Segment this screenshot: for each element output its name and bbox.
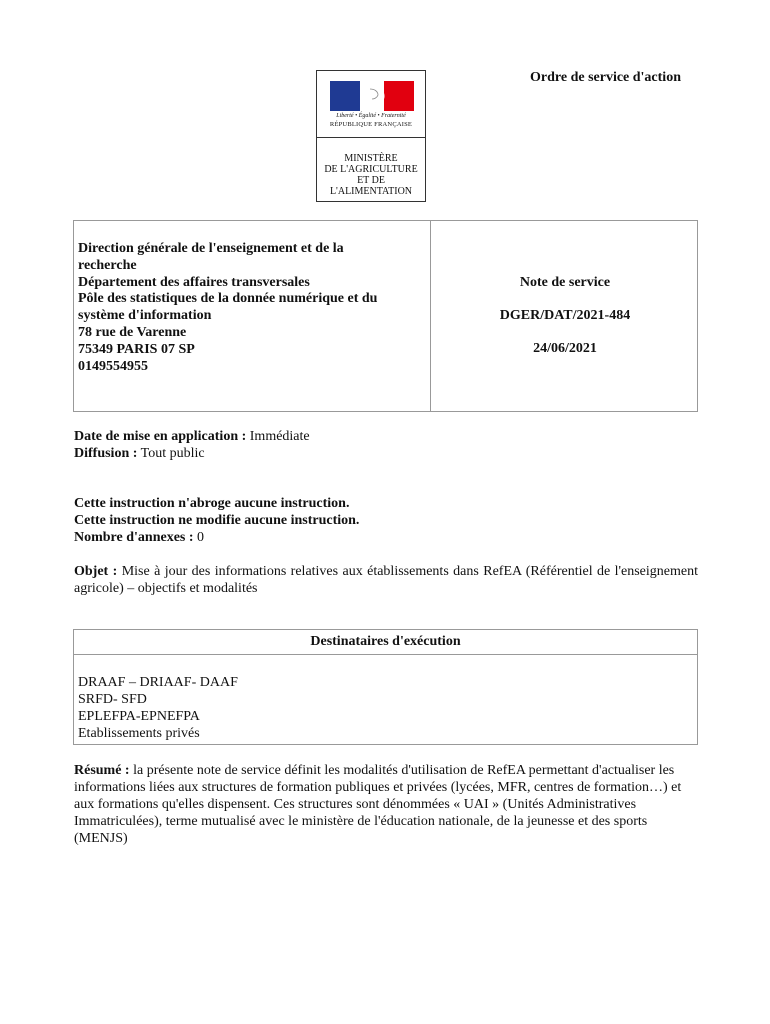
objet: Objet : Mise à jour des informations relatives aux établissements dans RefEA (Référentiel de l'enseignement agricole) – objectifs et modalités	[74, 564, 698, 596]
note-reference: DGER/DAT/2021-484	[499, 308, 631, 323]
ministry-logo	[316, 70, 426, 202]
document-type: Ordre de service d'action	[530, 70, 681, 85]
list-item: Etablissements privés	[78, 726, 200, 741]
destinataires-table	[73, 629, 698, 745]
note-label: Note de service	[519, 275, 611, 290]
destinataires-title: Destinataires d'exécution	[74, 630, 697, 655]
list-item: DRAAF – DRIAAF- DAAF	[78, 675, 238, 690]
republic-motto: Liberté • Égalité • Fraternité	[336, 113, 406, 119]
resume: Résumé : la présente note de service définit les modalités d'utilisation de RefEA permettant d'actualiser les informations liées aux structures de formation publiques et privées (lycées, MFR, centres de formation…) et aux formations qu'elles dispensent. Ces structures sont dénommées « UAI » (Unités Administratives Immatriculées), terme mutualisé avec le ministère de l'éducation nationale, de la jeunesse et des sports (MENJS)	[74, 763, 682, 846]
list-item: EPLEFPA-EPNEFPA	[78, 709, 200, 724]
ministry-name: MINISTÈRE DE L'AGRICULTURE ET DE L'ALIMENTATION	[324, 153, 418, 197]
abroge-statement: Cette instruction n'abroge aucune instruction.	[74, 496, 350, 511]
logo-divider	[317, 137, 425, 138]
republic-name: RÉPUBLIQUE FRANÇAISE	[329, 121, 413, 128]
marianne-flag-icon	[330, 81, 414, 111]
application-date: Date de mise en application : Immédiate	[74, 429, 310, 444]
header-table	[73, 220, 698, 412]
list-item: SRFD- SFD	[78, 692, 147, 707]
destinataires-list	[78, 674, 238, 742]
modifie-statement: Cette instruction ne modifie aucune instruction.	[74, 513, 360, 528]
note-date: 24/06/2021	[533, 341, 597, 356]
note-info	[431, 275, 699, 374]
issuer-address: Direction générale de l'enseignement et de la recherche Département des affaires transversales Pôle des statistiques de la donnée numérique et du système d'information 78 rue de Varenne 75349 PARIS 07 SP 0149554955	[78, 241, 378, 374]
annexes-count: Nombre d'annexes : 0	[74, 530, 205, 545]
diffusion: Diffusion : Tout public	[74, 446, 205, 461]
